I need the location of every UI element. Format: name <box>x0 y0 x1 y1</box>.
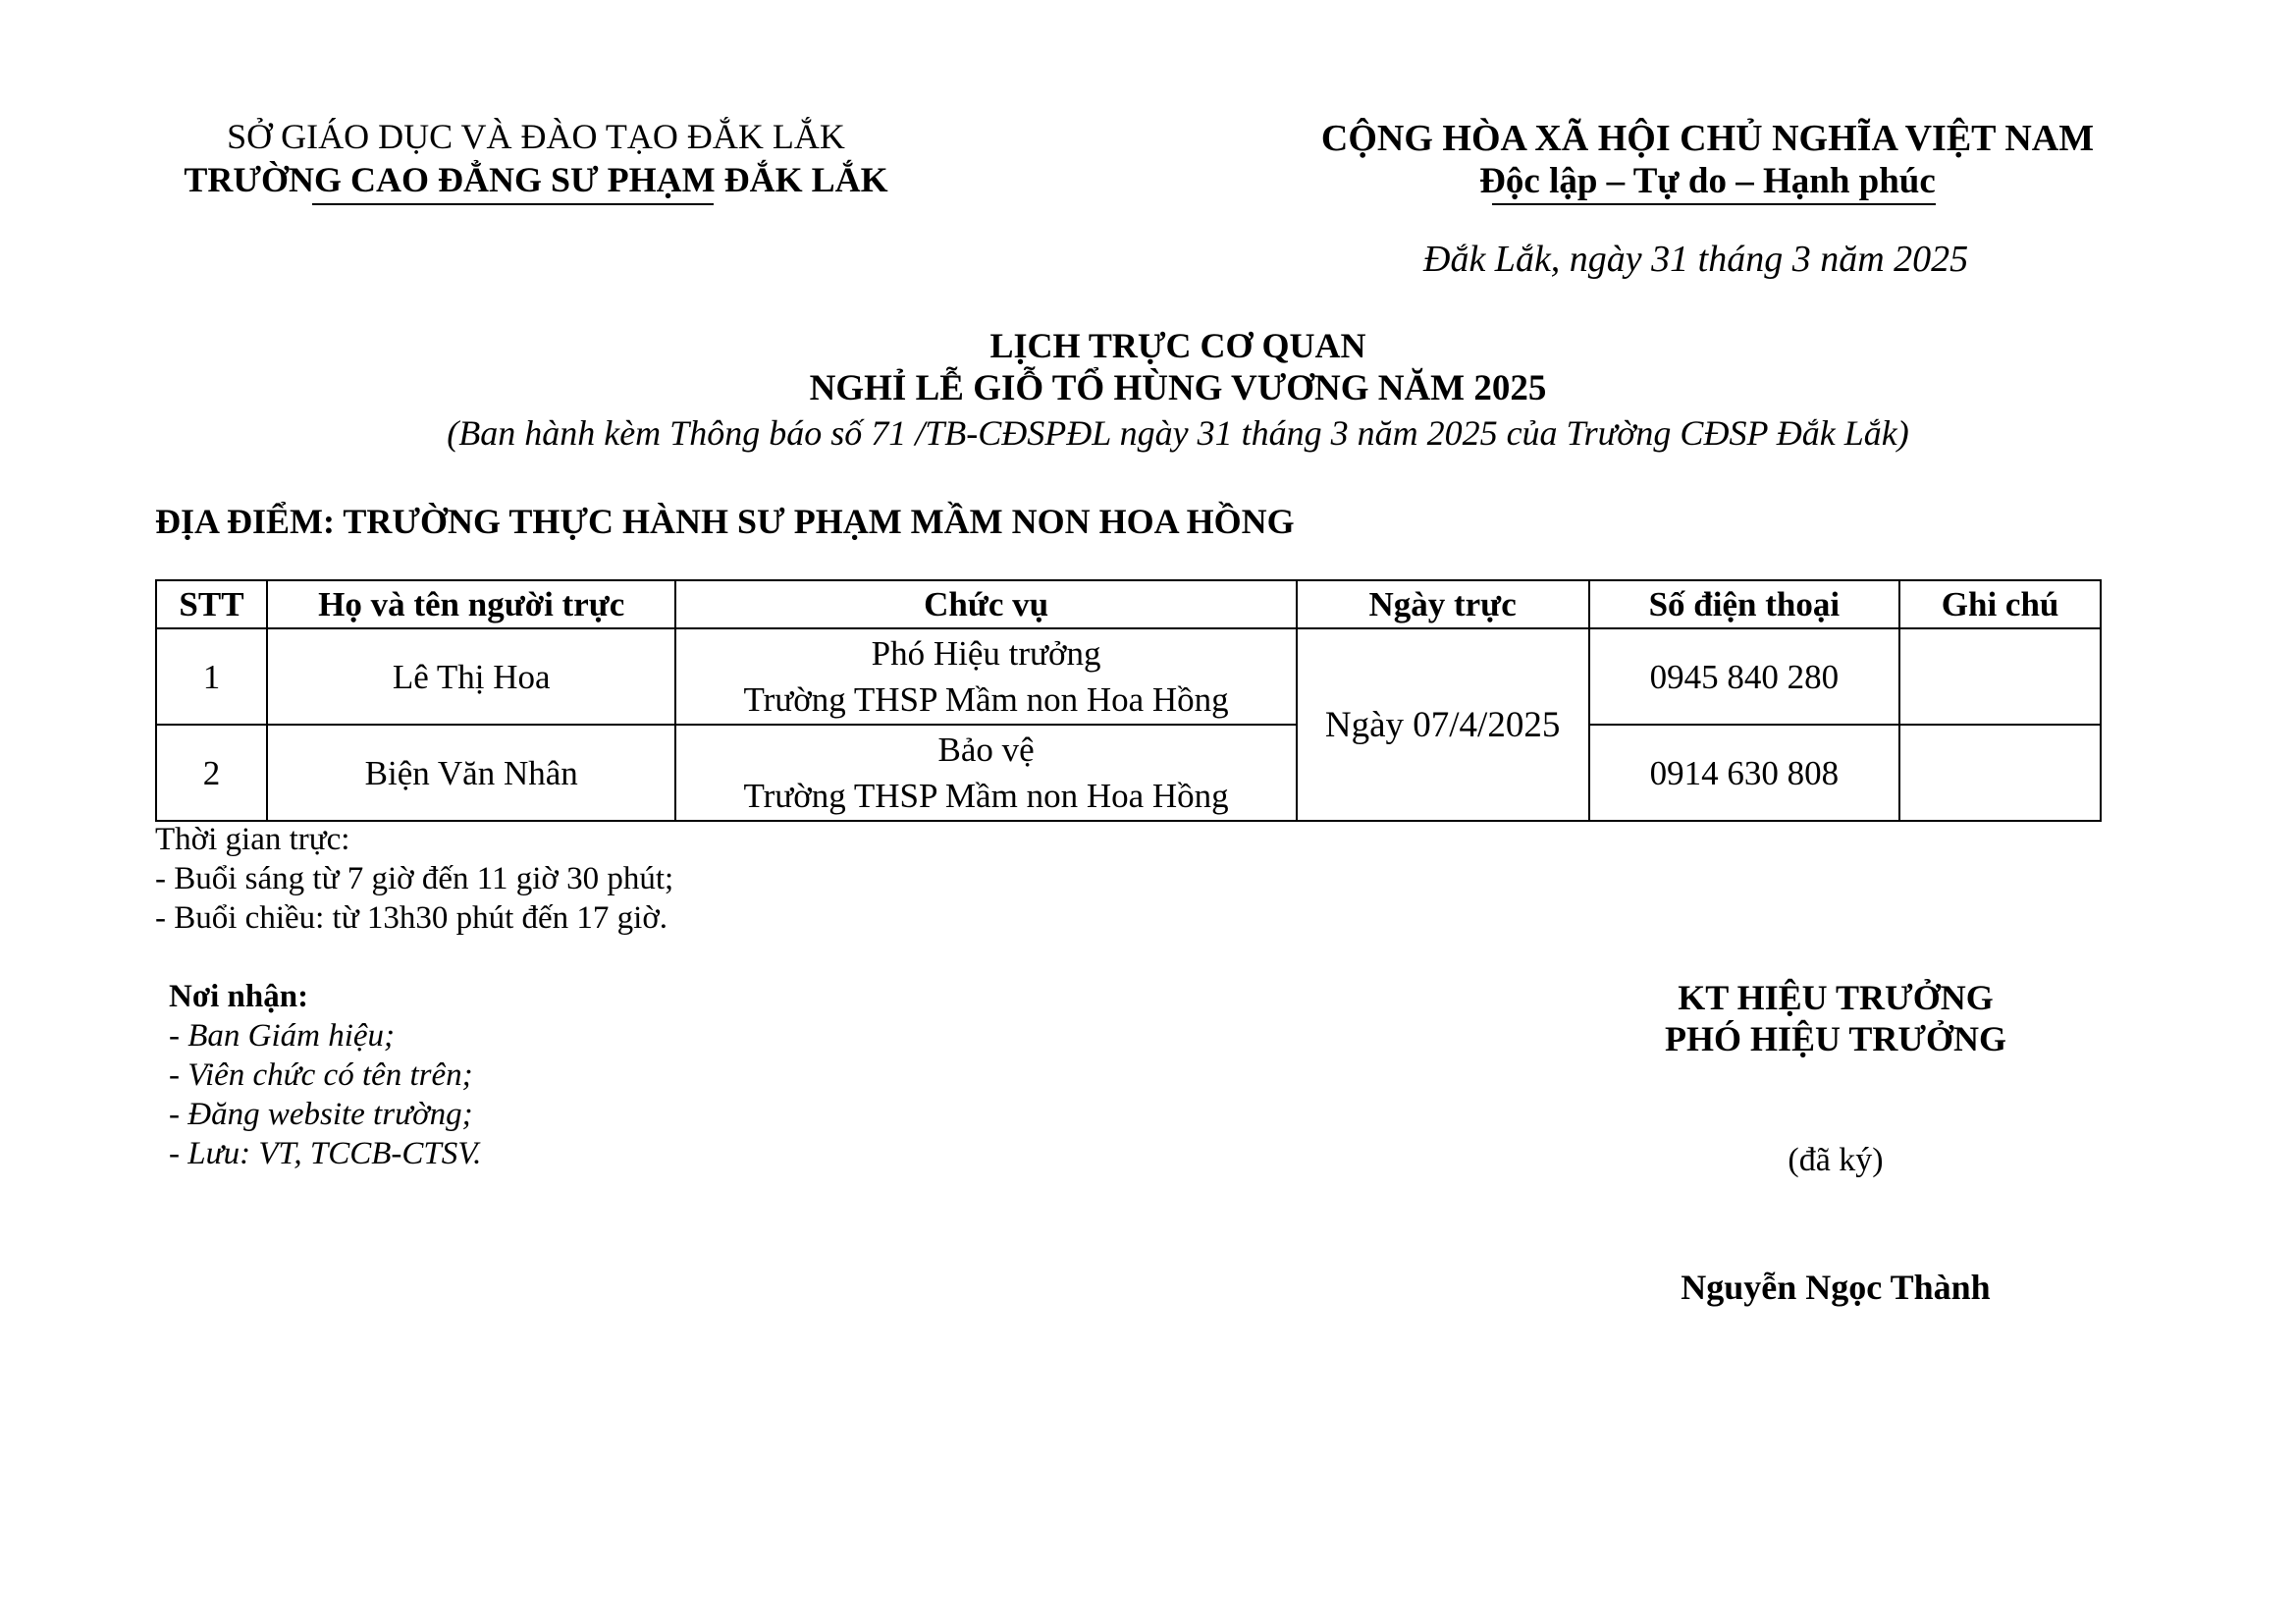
issuing-authority-block <box>147 115 925 201</box>
row-number: 2 <box>156 725 267 821</box>
document-title-block <box>294 324 2061 456</box>
signer-name: Nguyễn Ngọc Thành <box>1681 1268 1991 1307</box>
note-cell <box>1899 725 2101 821</box>
staff-position <box>675 628 1296 725</box>
column-header: Ngày trực <box>1297 580 1589 628</box>
header-right-underline <box>1492 203 1936 205</box>
phone-number: 0945 840 280 <box>1589 628 1900 725</box>
school-name: TRƯỜNG CAO ĐẲNG SƯ PHẠM ĐẮK LẮK <box>184 160 888 199</box>
afternoon-shift: - Buổi chiều: từ 13h30 phút đến 17 giờ. <box>155 900 668 936</box>
document-title: LỊCH TRỰC CƠ QUAN <box>989 326 1366 365</box>
duty-time-notes <box>155 820 673 938</box>
signature-title-block <box>1629 977 2042 1059</box>
recipient-item: - Viên chức có tên trên; <box>169 1057 473 1093</box>
column-header: Chức vụ <box>675 580 1296 628</box>
position-title: Bảo vệ <box>937 731 1035 769</box>
signed-note: (đã ký) <box>1788 1142 1884 1178</box>
recipient-item: - Lưu: VT, TCCB-CTSV. <box>169 1136 482 1171</box>
national-motto: Độc lập – Tự do – Hạnh phúc <box>1479 161 1936 201</box>
place-and-date: Đắk Lắk, ngày 31 tháng 3 năm 2025 <box>1423 239 1969 280</box>
duty-date: Ngày 07/4/2025 <box>1297 628 1589 821</box>
column-header: Số điện thoại <box>1589 580 1900 628</box>
recipients-block <box>169 977 481 1173</box>
phone-number: 0914 630 808 <box>1589 725 1900 821</box>
column-header: Ghi chú <box>1899 580 2101 628</box>
document-reference: (Ban hành kèm Thông báo số 71 /TB-CĐSPĐL ngày 31 tháng 3 năm 2025 của Trường CĐSP Đắk Lắk) <box>447 413 1909 453</box>
staff-position <box>675 725 1296 821</box>
duty-location: ĐỊA ĐIỂM: TRƯỜNG THỰC HÀNH SƯ PHẠM MẦM NON HOA HỒNG <box>155 502 1295 541</box>
header-left-underline <box>312 203 714 205</box>
position-unit: Trường THSP Mầm non Hoa Hồng <box>743 680 1229 719</box>
country-name: CỘNG HÒA XÃ HỘI CHỦ NGHĨA VIỆT NAM <box>1320 118 2095 159</box>
signature-title: PHÓ HIỆU TRƯỞNG <box>1664 1019 2007 1058</box>
recipient-item: - Ban Giám hiệu; <box>169 1018 396 1054</box>
recipients-heading: Nơi nhận: <box>169 979 309 1014</box>
staff-name: Biện Văn Nhân <box>267 725 676 821</box>
position-unit: Trường THSP Mầm non Hoa Hồng <box>743 777 1229 815</box>
department-name: SỞ GIÁO DỤC VÀ ĐÀO TẠO ĐẮK LẮK <box>227 117 845 156</box>
column-header: STT <box>156 580 267 628</box>
document-subtitle: NGHỈ LỄ GIỖ TỔ HÙNG VƯƠNG NĂM 2025 <box>809 368 1547 408</box>
column-header: Họ và tên người trực <box>267 580 676 628</box>
note-cell <box>1899 628 2101 725</box>
row-number: 1 <box>156 628 267 725</box>
position-title: Phó Hiệu trưởng <box>871 634 1101 673</box>
morning-shift: - Buổi sáng từ 7 giờ đến 11 giờ 30 phút; <box>155 861 674 896</box>
staff-name: Lê Thị Hoa <box>267 628 676 725</box>
duty-time-heading: Thời gian trực: <box>155 822 350 857</box>
table-row <box>156 725 2101 821</box>
duty-schedule-table <box>155 579 2102 822</box>
national-header-block <box>1312 117 2103 203</box>
recipient-item: - Đăng website trường; <box>169 1097 473 1132</box>
signature-authority: KT HIỆU TRƯỞNG <box>1678 978 1994 1017</box>
table-row <box>156 628 2101 725</box>
table-header-row <box>156 580 2101 628</box>
